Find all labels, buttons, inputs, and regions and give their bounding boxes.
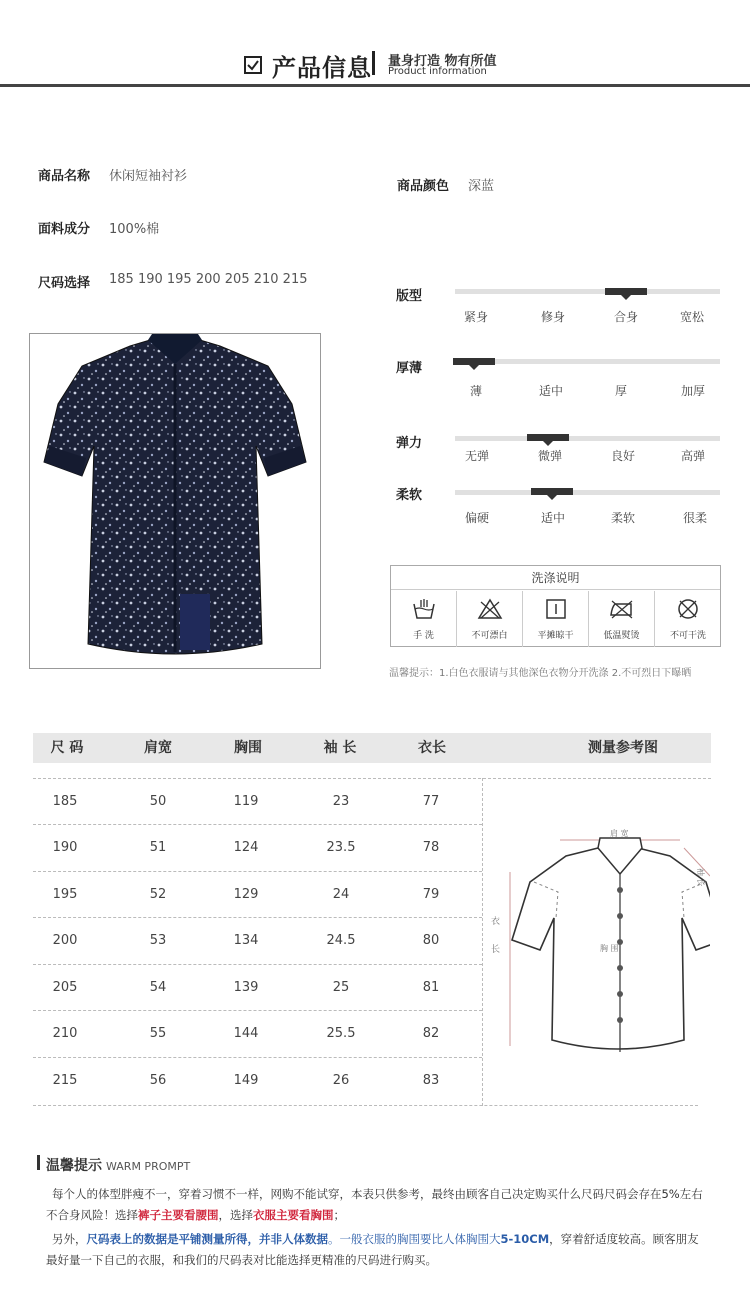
fabric-label: 面料成分 <box>38 222 91 237</box>
wash-item-label: 平摊晾干 <box>537 631 574 641</box>
cell-chest: 149 <box>233 1073 259 1088</box>
cell-size: 195 <box>52 887 78 902</box>
cell-length: 82 <box>422 1026 440 1041</box>
softness-option: 很柔 <box>682 511 707 525</box>
cell-length: 83 <box>422 1073 440 1088</box>
elasticity-option: 微弹 <box>537 449 562 463</box>
no-dry-clean-icon <box>675 598 701 620</box>
fabric-value: 100%棉 <box>109 222 160 237</box>
thickness-scale-label: 厚薄 <box>396 361 423 376</box>
fit-option: 宽松 <box>679 310 704 324</box>
cell-size: 185 <box>52 794 78 809</box>
highlight-text: 尺码表上的数据是平铺测量所得，并非人体数据 <box>86 1232 328 1246</box>
subtitle-cn: 量身打造 物有所值 <box>388 54 497 69</box>
size-table-header <box>33 733 711 763</box>
highlight-text: 裤子主要看腰围 <box>138 1208 219 1222</box>
paragraph-text: 另外， <box>52 1232 87 1246</box>
no-bleach-icon <box>477 598 503 620</box>
thickness-option: 薄 <box>469 384 482 398</box>
cell-size: 205 <box>52 980 78 995</box>
wash-item <box>457 591 523 647</box>
cell-shoulder: 50 <box>149 794 167 809</box>
title-divider <box>372 51 375 75</box>
low-iron-icon <box>609 598 635 620</box>
measurement-diagram <box>484 790 710 1090</box>
wash-item-label: 手 洗 <box>413 631 434 641</box>
header-length: 衣长 <box>418 740 446 756</box>
table-row <box>33 964 482 1010</box>
warm-paragraph-1 <box>46 1184 706 1226</box>
thickness-option: 适中 <box>538 384 563 398</box>
fit-scale-label: 版型 <box>396 289 423 304</box>
wash-item <box>391 591 457 647</box>
wash-item-label: 不可漂白 <box>471 631 508 641</box>
softness-scale-label: 柔软 <box>396 488 423 503</box>
cell-length: 78 <box>422 840 440 855</box>
softness-option: 偏硬 <box>464 511 489 525</box>
paragraph-text: 每个人的体型胖瘦不一，穿着习惯不一样，网购不能试穿，本表只供参考，最终由顾客自己决定购买什么尺码尺码会存在5%左右不合身风险！选择 <box>46 1187 703 1222</box>
cell-chest: 124 <box>233 840 259 855</box>
softness-option: 适中 <box>540 511 565 525</box>
wash-item-label: 低温熨烫 <box>603 631 640 641</box>
diagram-length-label-1: 衣 <box>491 917 501 927</box>
header-shoulder: 肩宽 <box>144 740 172 756</box>
color-value: 深蓝 <box>468 179 495 194</box>
elasticity-scale-track <box>455 436 720 441</box>
warm-prompt-title <box>46 1155 190 1175</box>
elasticity-scale-marker <box>527 434 569 441</box>
cell-shoulder: 56 <box>149 1073 167 1088</box>
shirt-image <box>30 334 320 668</box>
cell-sleeve: 24 <box>332 887 350 902</box>
cell-sleeve: 26 <box>332 1073 350 1088</box>
cell-size: 215 <box>52 1073 78 1088</box>
checkbox-icon <box>244 56 262 74</box>
paragraph-text: ，穿着舒适度较高。顾客朋友最好量一下自己的衣服，和我们的尺码表对比能选择更精准的尺码进行购买。 <box>46 1232 699 1267</box>
cell-sleeve: 23.5 <box>326 840 356 855</box>
cell-shoulder: 54 <box>149 980 167 995</box>
cell-length: 80 <box>422 933 440 948</box>
color-label: 商品颜色 <box>397 179 450 194</box>
header-rule <box>0 84 750 87</box>
table-row <box>33 871 482 917</box>
table-row <box>33 917 482 964</box>
highlight-text: 。一般衣服的胸围要比人体胸围大 <box>328 1232 501 1246</box>
cell-sleeve: 25.5 <box>326 1026 356 1041</box>
wash-title: 洗涤说明 <box>391 566 720 590</box>
row-divider <box>33 1105 698 1106</box>
header-chest: 胸围 <box>234 740 262 756</box>
header-reference: 测量参考图 <box>588 740 658 756</box>
cell-chest: 119 <box>233 794 259 809</box>
diagram-sleeve-label: 袖 长 <box>696 868 705 887</box>
thickness-scale-marker <box>453 358 495 365</box>
care-tip: 温馨提示：1.白色衣服请与其他深色衣物分开洗涤 2.不可烈日下曝晒 <box>389 668 692 679</box>
paragraph-text: ； <box>333 1208 345 1222</box>
cell-chest: 129 <box>233 887 259 902</box>
fit-option: 修身 <box>540 310 565 324</box>
cell-shoulder: 53 <box>149 933 167 948</box>
paragraph-text: ，选择 <box>218 1208 253 1222</box>
fit-option: 紧身 <box>463 310 488 324</box>
flat-dry-icon <box>543 598 569 620</box>
cell-size: 210 <box>52 1026 78 1041</box>
page-title: 产品信息 <box>272 54 372 82</box>
fit-scale-track <box>455 289 720 294</box>
elasticity-option: 高弹 <box>680 449 705 463</box>
size-value: 185 190 195 200 205 210 215 <box>109 272 308 287</box>
fit-option: 合身 <box>613 310 638 324</box>
softness-option: 柔软 <box>610 511 635 525</box>
cell-shoulder: 55 <box>149 1026 167 1041</box>
cell-chest: 134 <box>233 933 259 948</box>
warm-paragraph-2 <box>46 1229 706 1271</box>
subtitle-en: Product information <box>388 66 487 77</box>
wash-instructions <box>390 565 721 647</box>
thickness-option: 加厚 <box>680 384 705 398</box>
wash-item <box>589 591 655 647</box>
section-marker <box>37 1155 40 1170</box>
cell-shoulder: 52 <box>149 887 167 902</box>
table-row <box>33 778 482 824</box>
wash-item-label: 不可干洗 <box>669 631 706 641</box>
cell-sleeve: 23 <box>332 794 350 809</box>
cell-sleeve: 25 <box>332 980 350 995</box>
cell-length: 81 <box>422 980 440 995</box>
diagram-shoulder-label: 肩 宽 <box>610 829 629 838</box>
highlight-text: 5-10CM <box>500 1232 550 1246</box>
wash-item <box>523 591 589 647</box>
product-name-value: 休闲短袖衬衫 <box>109 169 188 184</box>
cell-shoulder: 51 <box>149 840 167 855</box>
cell-chest: 144 <box>233 1026 259 1041</box>
thickness-option: 厚 <box>614 384 627 398</box>
diagram-length-label-2: 长 <box>491 945 501 955</box>
elasticity-scale-label: 弹力 <box>396 436 423 451</box>
wash-item <box>655 591 721 647</box>
cell-length: 77 <box>422 794 440 809</box>
cell-size: 200 <box>52 933 78 948</box>
warm-title-cn: 温馨提示 <box>46 1158 102 1174</box>
product-name-label: 商品名称 <box>38 169 91 184</box>
table-row <box>33 1010 482 1057</box>
highlight-text: 衣服主要看胸围 <box>253 1208 334 1222</box>
elasticity-option: 良好 <box>610 449 635 463</box>
cell-size: 190 <box>52 840 78 855</box>
softness-scale-track <box>455 490 720 495</box>
elasticity-option: 无弹 <box>464 449 489 463</box>
table-row <box>33 824 482 871</box>
header-size: 尺 码 <box>50 740 84 756</box>
column-divider <box>482 778 483 1106</box>
cell-sleeve: 24.5 <box>326 933 356 948</box>
cell-length: 79 <box>422 887 440 902</box>
diagram-chest-label: 胸 围 <box>600 944 619 953</box>
fit-scale-marker <box>605 288 647 295</box>
cell-chest: 139 <box>233 980 259 995</box>
table-row <box>33 1057 482 1105</box>
size-label: 尺码选择 <box>38 276 91 291</box>
product-photo <box>29 333 321 669</box>
hand-wash-icon <box>411 598 437 620</box>
softness-scale-marker <box>531 488 573 495</box>
header-sleeve: 袖 长 <box>323 740 357 756</box>
warm-title-en: WARM PROMPT <box>106 1160 191 1173</box>
